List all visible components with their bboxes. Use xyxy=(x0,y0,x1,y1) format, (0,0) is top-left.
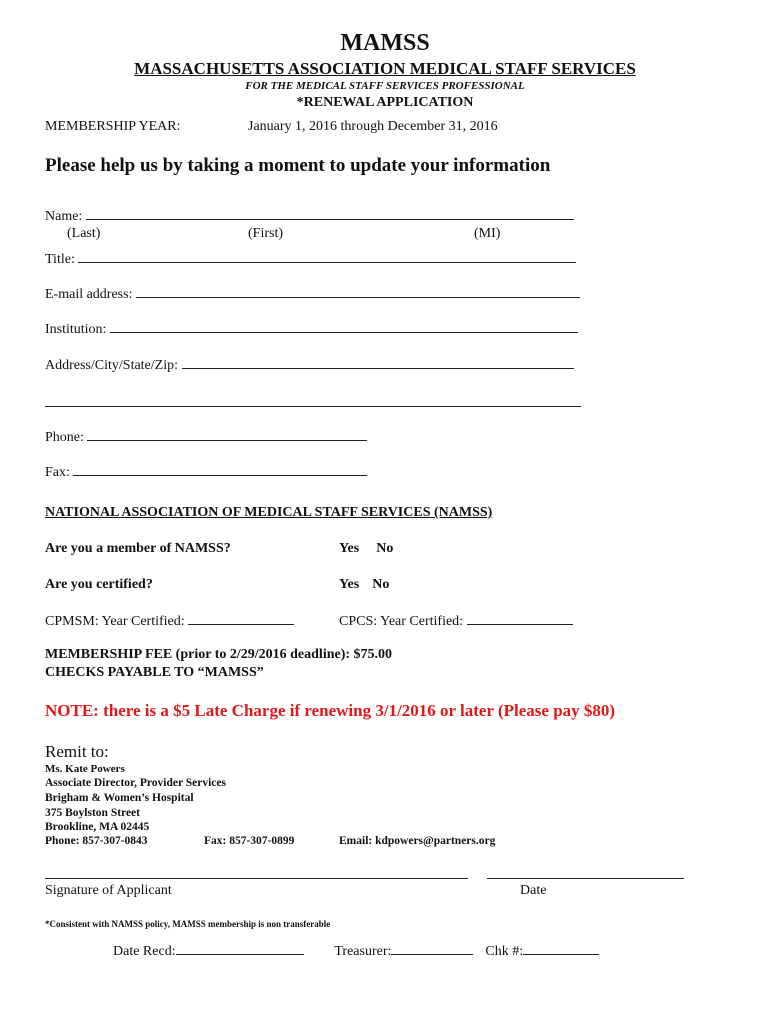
cpcs-year-field[interactable] xyxy=(467,612,573,625)
cpcs-label: CPCS: Year Certified: xyxy=(339,614,464,629)
cpmsm-year-field[interactable] xyxy=(188,612,294,625)
certified-no-option[interactable]: No xyxy=(372,577,390,592)
treasurer-field[interactable] xyxy=(391,942,473,955)
remit-email[interactable]: Email: kdpowers@partners.org xyxy=(339,835,496,847)
fee-line: MEMBERSHIP FEE (prior to 2/29/2016 deadline): $75.00 xyxy=(45,647,393,662)
institution-label: Institution: xyxy=(45,322,107,337)
tagline: FOR THE MEDICAL STAFF SERVICES PROFESSIONAL xyxy=(245,80,525,92)
remit-phone: Phone: 857-307-0843 xyxy=(45,835,148,847)
checks-payable-line: CHECKS PAYABLE TO “MAMSS” xyxy=(45,665,264,680)
remit-fax: Fax: 857-307-0899 xyxy=(204,835,295,847)
title-field[interactable] xyxy=(78,250,576,263)
email-field[interactable] xyxy=(136,285,580,298)
date-recd-field[interactable] xyxy=(176,942,304,955)
form-title: *RENEWAL APPLICATION xyxy=(296,95,474,110)
org-short-title: MAMSS xyxy=(340,30,430,56)
name-last-hint: (Last) xyxy=(67,226,101,241)
footnote: *Consistent with NAMSS policy, MAMSS membership is non transferable xyxy=(45,919,331,929)
address-field[interactable] xyxy=(182,356,574,369)
institution-field[interactable] xyxy=(110,320,578,333)
address-label: Address/City/State/Zip: xyxy=(45,358,178,373)
member-no-option[interactable]: No xyxy=(376,541,394,556)
signature-label: Signature of Applicant xyxy=(45,883,172,898)
remit-street: 375 Boylston Street xyxy=(45,807,140,819)
member-question: Are you a member of NAMSS? xyxy=(45,541,231,556)
phone-field[interactable] xyxy=(87,428,367,441)
date-line[interactable] xyxy=(487,866,684,879)
membership-year-label: MEMBERSHIP YEAR: xyxy=(45,119,181,134)
address-line-2[interactable] xyxy=(45,394,581,407)
name-label: Name: xyxy=(45,209,83,224)
fax-field[interactable] xyxy=(73,463,367,476)
intro-heading: Please help us by taking a moment to update your information xyxy=(45,155,551,176)
certified-yes-option[interactable]: Yes xyxy=(339,577,360,592)
remit-hospital: Brigham & Women’s Hospital xyxy=(45,792,194,804)
cpmsm-label: CPMSM: Year Certified: xyxy=(45,614,185,629)
phone-label: Phone: xyxy=(45,430,84,445)
signature-line[interactable] xyxy=(45,866,468,879)
date-label: Date xyxy=(520,883,547,898)
name-mi-hint: (MI) xyxy=(474,226,501,241)
fax-label: Fax: xyxy=(45,465,70,480)
check-number-label: Chk #: xyxy=(485,944,524,959)
remit-role: Associate Director, Provider Services xyxy=(45,777,226,789)
name-field[interactable] xyxy=(86,207,574,220)
member-yes-option[interactable]: Yes xyxy=(339,541,360,556)
namss-heading: NATIONAL ASSOCIATION OF MEDICAL STAFF SERVICES (NAMSS) xyxy=(45,505,493,520)
name-first-hint: (First) xyxy=(248,226,283,241)
remit-heading: Remit to: xyxy=(45,742,109,761)
late-charge-note: NOTE: there is a $5 Late Charge if renewing 3/1/2016 or later (Please pay $80) xyxy=(45,701,616,720)
membership-year-value: January 1, 2016 through December 31, 2016 xyxy=(248,119,498,134)
certified-question: Are you certified? xyxy=(45,577,153,592)
date-recd-label: Date Recd: xyxy=(113,944,176,959)
treasurer-label: Treasurer: xyxy=(334,944,392,959)
check-number-field[interactable] xyxy=(523,942,599,955)
remit-city: Brookline, MA 02445 xyxy=(45,821,150,833)
email-label: E-mail address: xyxy=(45,287,133,302)
title-label: Title: xyxy=(45,252,75,267)
org-full-title: MASSACHUSETTS ASSOCIATION MEDICAL STAFF SERVICES xyxy=(134,59,636,78)
remit-name: Ms. Kate Powers xyxy=(45,763,125,775)
